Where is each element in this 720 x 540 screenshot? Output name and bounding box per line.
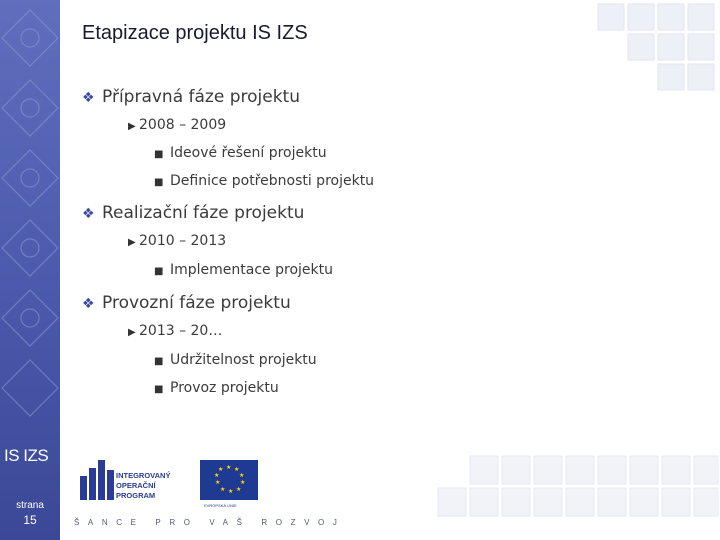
iop-eu-logo [70, 450, 270, 510]
phase-item [82, 293, 291, 313]
eu-text: EVROPSKÁ UNIE [204, 503, 237, 508]
period-item [128, 117, 226, 133]
grid-decoration-top [590, 0, 720, 110]
diamond-bullet-icon: ❖ [82, 296, 95, 312]
slide-title: Etapizace projektu IS IZS [82, 22, 308, 44]
sub-item [154, 380, 279, 396]
diamond-bullet-icon: ❖ [82, 90, 95, 106]
svg-text:★: ★ [226, 464, 232, 471]
sub-item-label: Ideové řešení projektu [170, 145, 327, 161]
grid-decoration-bottom [320, 452, 720, 540]
arrow-bullet-icon: ▶ [128, 237, 136, 248]
svg-text:★: ★ [215, 479, 221, 486]
phase-label: Realizační fáze projektu [102, 203, 305, 223]
svg-text:★: ★ [220, 486, 226, 493]
phase-label: Přípravná fáze projektu [102, 87, 300, 107]
svg-text:★: ★ [228, 488, 234, 495]
page-label: strana [16, 500, 44, 511]
sub-item-label: Udržitelnost projektu [170, 352, 317, 368]
sidebar-brand: IS IZS [4, 446, 49, 465]
logo-line1: INTEGROVANÝ [116, 471, 171, 480]
square-bullet-icon: ■ [154, 177, 164, 188]
iop-bars-icon [80, 460, 114, 500]
phase-label: Provozní fáze projektu [102, 293, 291, 313]
arrow-bullet-icon: ▶ [128, 327, 136, 338]
slogan: ŠANCE PRO VAŠ ROZVOJ [74, 518, 346, 527]
period-item [128, 323, 222, 339]
period-label: 2008 – 2009 [139, 117, 227, 133]
square-bullet-icon: ■ [154, 356, 164, 367]
svg-text:★: ★ [236, 486, 242, 493]
svg-text:★: ★ [234, 466, 240, 473]
sub-item-label: Definice potřebnosti projektu [170, 173, 375, 189]
svg-text:★: ★ [239, 472, 245, 479]
sub-item [154, 262, 333, 278]
svg-text:★: ★ [218, 466, 224, 473]
square-bullet-icon: ■ [154, 384, 164, 395]
sub-item-label: Implementace projektu [170, 262, 333, 278]
logo-line3: PROGRAM [116, 491, 156, 500]
sub-item [154, 173, 374, 189]
diamond-bullet-icon: ❖ [82, 206, 95, 222]
left-sidebar [0, 0, 60, 540]
square-bullet-icon: ■ [154, 266, 164, 277]
square-bullet-icon: ■ [154, 149, 164, 160]
period-item [128, 233, 226, 249]
arrow-bullet-icon: ▶ [128, 121, 136, 132]
sub-item [154, 145, 327, 161]
phase-item [82, 203, 304, 223]
eu-flag-icon [200, 460, 258, 500]
svg-text:★: ★ [214, 472, 220, 479]
page-number: 15 [23, 513, 37, 527]
sub-item-label: Provoz projektu [170, 380, 279, 396]
period-label: 2010 – 2013 [139, 233, 227, 249]
logo-line2: OPERAČNÍ [116, 481, 156, 490]
period-label: 2013 – 20… [139, 323, 223, 339]
svg-text:★: ★ [240, 479, 246, 486]
phase-item [82, 87, 300, 107]
sub-item [154, 352, 317, 368]
